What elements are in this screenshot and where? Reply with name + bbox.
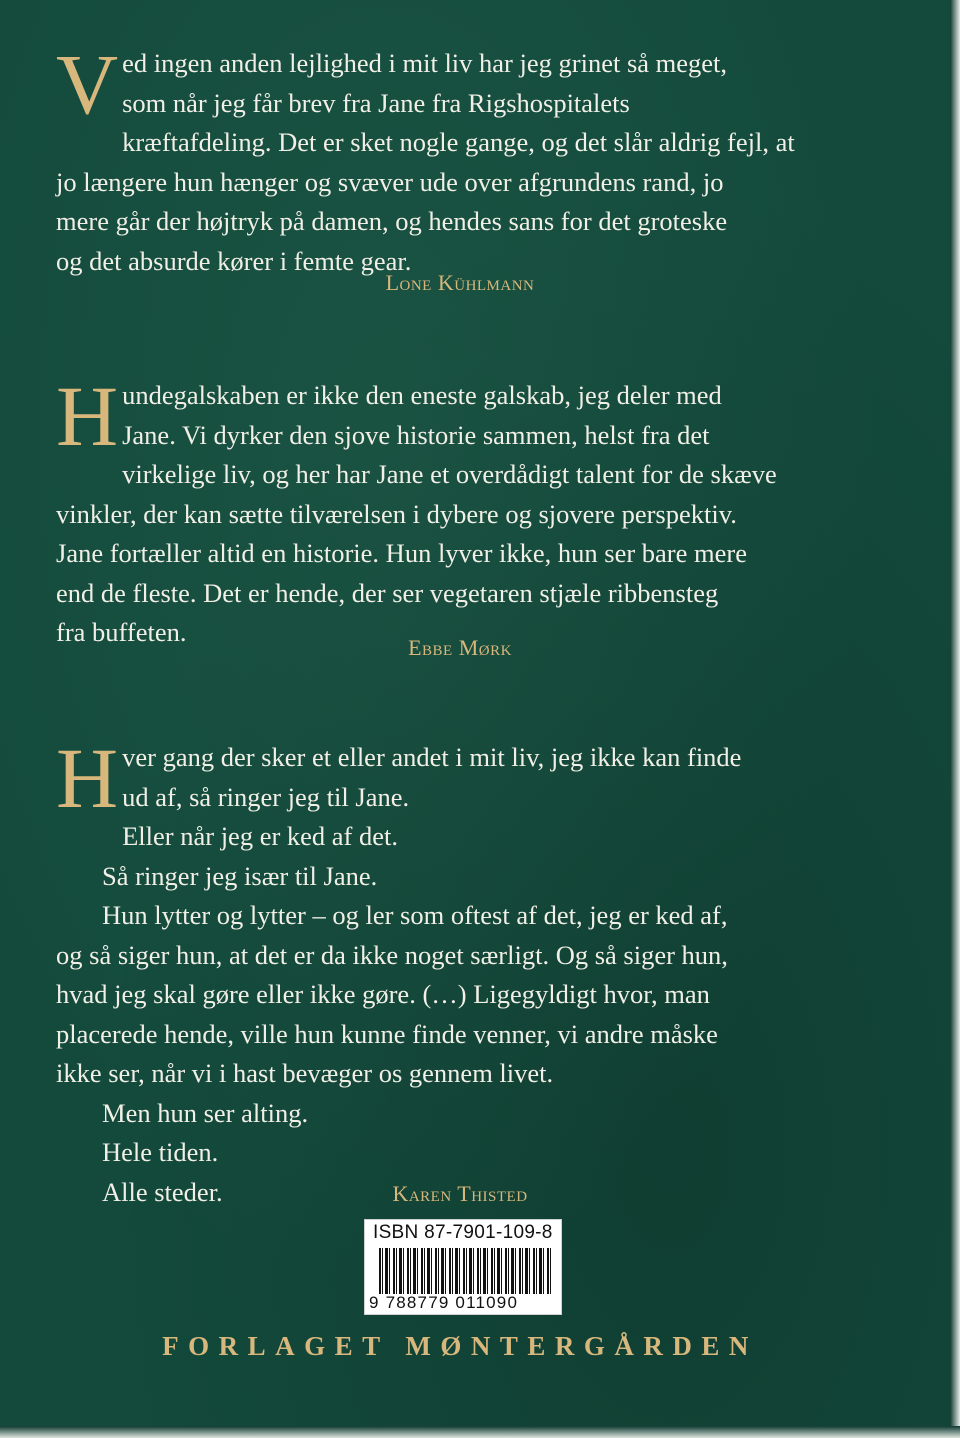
quote-line: kræftafdeling. Det er sket nogle gange, og det slår aldrig fejl, at bbox=[122, 127, 795, 157]
author-name: Karen Thisted bbox=[392, 1181, 528, 1206]
quote-line: ikke ser, når vi i hast bevæger os gennem livet. bbox=[56, 1058, 554, 1088]
quote-line: Hele tiden. bbox=[102, 1137, 219, 1167]
quote-line: Så ringer jeg især til Jane. bbox=[102, 860, 378, 891]
quote-line: virkelige liv, og her har Jane et overdådigt talent for de skæve bbox=[122, 459, 777, 489]
quote-line: Alle steder. bbox=[102, 1176, 223, 1207]
dropcap: H bbox=[56, 368, 119, 464]
quote-line: end de fleste. Det er hende, der ser vegetaren stjæle ribbensteg bbox=[56, 577, 719, 608]
quote-line: placerede hende, ville hun kunne finde venner, vi andre måske bbox=[56, 1018, 718, 1049]
quote-line: vinkler, der kan sætte tilværelsen i dybere og sjovere perspektiv. bbox=[56, 498, 737, 529]
barcode-digits: 9 788779 011090 bbox=[369, 1293, 519, 1312]
quote-line: Eller når jeg er ked af det. bbox=[122, 821, 399, 851]
quote-ebbe-mork bbox=[56, 368, 856, 653]
dropcap: H bbox=[56, 730, 119, 826]
publisher-name: FORLAGET MØNTERGÅRDEN bbox=[162, 1331, 758, 1361]
quote-line: ver gang der sker et eller andet i mit liv, jeg ikke kan finde bbox=[122, 742, 742, 772]
quote-lone-kuhlmann bbox=[56, 36, 856, 281]
quote-line: Jane. Vi dyrker den sjove historie sammen, helst fra det bbox=[122, 419, 710, 450]
barcode-graphic bbox=[379, 1248, 551, 1294]
quote-line: hvad jeg skal gøre eller ikke gøre. (…) Ligegyldigt hvor, man bbox=[56, 979, 710, 1009]
author-name: Lone Kühlmann bbox=[385, 270, 535, 295]
dropcap: V bbox=[56, 36, 119, 132]
quote-line: jo længere hun hænger og svæver ude over afgrundens rand, jo bbox=[56, 166, 724, 197]
quote-karen-thisted bbox=[56, 730, 856, 1212]
quote-line: som når jeg får brev fra Jane fra Rigshospitalets bbox=[122, 87, 630, 118]
quote-line: Men hun ser alting. bbox=[102, 1097, 309, 1128]
quote-line: ud af, så ringer jeg til Jane. bbox=[122, 781, 410, 812]
isbn-barcode-label bbox=[364, 1219, 562, 1315]
quote-line: Hun lytter og lytter – og ler som oftest af det, jeg er ked af, bbox=[102, 900, 728, 930]
page-edge bbox=[0, 1426, 960, 1438]
quote-line: og så siger hun, at det er da ikke noget særligt. Og så siger hun, bbox=[56, 939, 728, 970]
quote-line: undegalskaben er ikke den eneste galskab, jeg deler med bbox=[122, 380, 722, 410]
quote-line: ed ingen anden lejlighed i mit liv har jeg grinet så meget, bbox=[122, 48, 728, 78]
page-edge bbox=[950, 0, 960, 1438]
quote-line: Jane fortæller altid en historie. Hun lyver ikke, hun ser bare mere bbox=[56, 538, 747, 568]
quote-line: mere går der højtryk på damen, og hendes sans for det groteske bbox=[56, 206, 728, 236]
quote-line: fra buffeten. bbox=[56, 617, 187, 647]
quote-line: og det absurde kører i femte gear. bbox=[56, 245, 412, 276]
author-name: Ebbe Mørk bbox=[408, 635, 512, 660]
isbn-number: ISBN 87-7901-109-8 bbox=[373, 1222, 553, 1243]
